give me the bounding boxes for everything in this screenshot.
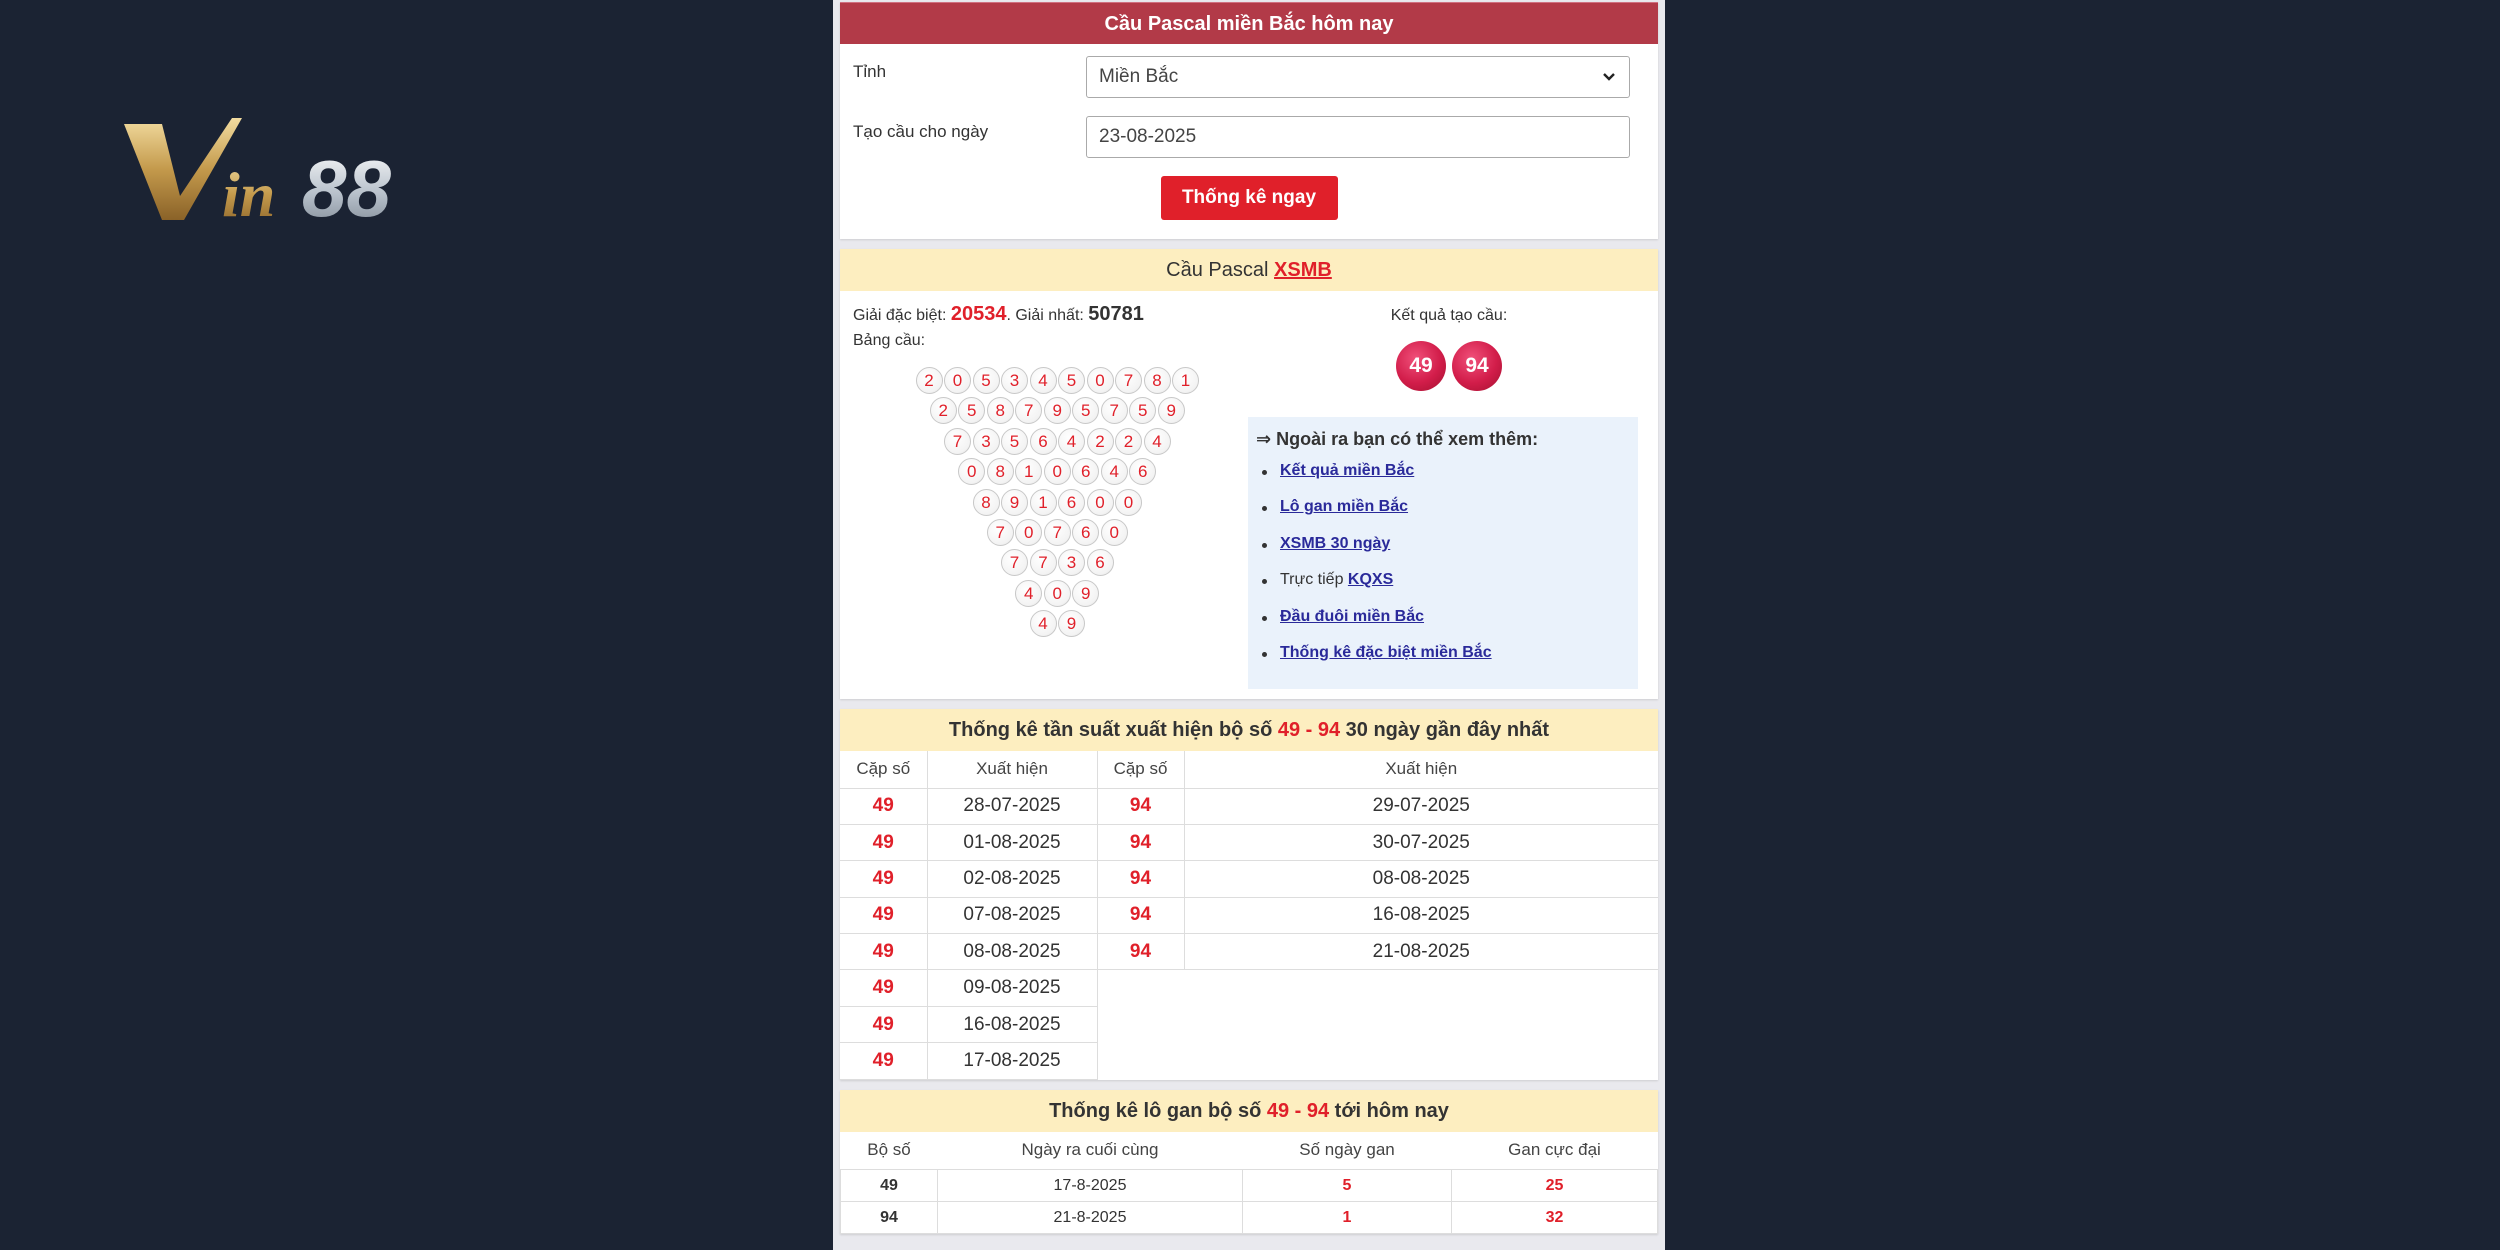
- col-header-appear: Xuất hiện: [1184, 751, 1658, 788]
- triangle-row: [930, 397, 1187, 425]
- table-row: [840, 824, 1658, 860]
- freq-pair-number: 49: [840, 934, 927, 970]
- triangle-row: [1030, 610, 1087, 638]
- triangle-digit: 0: [1087, 367, 1114, 394]
- triangle-digit: 0: [958, 458, 985, 485]
- date-input[interactable]: 23-08-2025: [1086, 116, 1630, 158]
- result-label: Kết quả tạo cầu:: [1390, 307, 1508, 324]
- freq-appear-date: 07-08-2025: [927, 897, 1097, 933]
- triangle-digit: 6: [1072, 458, 1099, 485]
- triangle-digit: 0: [944, 367, 971, 394]
- freq-pair-number: 94: [1097, 897, 1184, 933]
- triangle-digit: 9: [1072, 580, 1099, 607]
- triangle-digit: 5: [958, 397, 985, 424]
- triangle-digit: 8: [973, 489, 1000, 516]
- gan-max: 25: [1452, 1170, 1658, 1202]
- triangle-digit: 4: [1030, 610, 1057, 637]
- triangle-digit: 7: [1101, 397, 1128, 424]
- frequency-table: [840, 751, 1658, 1080]
- triangle-digit: 4: [1058, 428, 1085, 455]
- table-row: [840, 970, 1658, 1006]
- special-prize-value: 20534: [950, 303, 1007, 325]
- result-balls: [1253, 341, 1645, 391]
- freq-appear-date: 17-08-2025: [927, 1043, 1097, 1079]
- freq-appear-date: 29-07-2025: [1184, 788, 1658, 824]
- freq-appear-date: 16-08-2025: [1184, 897, 1658, 933]
- triangle-digit: 3: [1001, 367, 1028, 394]
- table-row: [840, 897, 1658, 933]
- triangle-digit: 8: [1144, 367, 1171, 394]
- link-dau-duoi-mien-bac[interactable]: Đầu đuôi miền Bắc: [1280, 607, 1425, 625]
- triangle-digit: 4: [1015, 580, 1042, 607]
- svg-text:in: in: [222, 159, 276, 230]
- table-row: [841, 1202, 1658, 1234]
- triangle-digit: 7: [987, 519, 1014, 546]
- triangle-digit: 9: [1158, 397, 1185, 424]
- triangle-row: [944, 428, 1172, 456]
- see-more-list: [1256, 462, 1630, 680]
- empty-cell: [1097, 1043, 1184, 1079]
- triangle-digit: 2: [1087, 428, 1114, 455]
- gan-days: 1: [1243, 1202, 1452, 1234]
- col-header-number: Bộ số: [841, 1132, 938, 1170]
- date-label: Tạo cầu cho ngày: [853, 122, 989, 141]
- gan-table: [840, 1132, 1658, 1235]
- triangle-digit: 6: [1129, 458, 1156, 485]
- freq-pair-number: 94: [1097, 788, 1184, 824]
- triangle-digit: 7: [1015, 397, 1042, 424]
- link-ket-qua-mien-bac[interactable]: Kết quả miền Bắc: [1280, 462, 1415, 479]
- empty-cell: [1184, 970, 1658, 1006]
- triangle-digit: 4: [1030, 367, 1057, 394]
- triangle-digit: 6: [1030, 428, 1057, 455]
- list-item: [1256, 644, 1630, 680]
- triangle-digit: 0: [1101, 519, 1128, 546]
- col-header-appear: Xuất hiện: [927, 751, 1097, 788]
- list-item: [1256, 498, 1630, 534]
- triangle-row: [958, 458, 1158, 486]
- empty-cell: [1097, 1006, 1184, 1042]
- table-row: [840, 1043, 1658, 1079]
- list-item: [1256, 462, 1630, 498]
- list-item: [1256, 571, 1630, 607]
- triangle-digit: 4: [1144, 428, 1171, 455]
- freq-pair-number: 49: [840, 788, 927, 824]
- link-lo-gan-mien-bac[interactable]: Lô gan miền Bắc: [1280, 498, 1409, 516]
- table-row: [840, 934, 1658, 970]
- triangle-row: [1001, 549, 1115, 577]
- triangle-digit: 5: [973, 367, 1000, 394]
- gan-days: 5: [1243, 1170, 1452, 1202]
- triangle-digit: 9: [1058, 610, 1085, 637]
- vin88-logo[interactable]: [122, 112, 482, 232]
- link-xsmb-30-ngay[interactable]: XSMB 30 ngày: [1280, 534, 1391, 552]
- triangle-digit: 0: [1044, 580, 1071, 607]
- freq-appear-date: 16-08-2025: [927, 1006, 1097, 1042]
- triangle-digit: 9: [1001, 489, 1028, 516]
- triangle-digit: 2: [916, 367, 943, 394]
- triangle-digit: 6: [1058, 489, 1085, 516]
- triangle-digit: 2: [1115, 428, 1142, 455]
- freq-pair-number: 49: [840, 824, 927, 860]
- frequency-title-prefix: Thống kê tần suất xuất hiện bộ số: [948, 719, 1278, 741]
- freq-pair-number: 49: [840, 1043, 927, 1079]
- see-more-title: ⇒ Ngoài ra bạn có thể xem thêm:: [1256, 429, 1539, 449]
- triangle-digit: 5: [1129, 397, 1156, 424]
- pascal-title-text: Cầu Pascal: [1166, 259, 1275, 281]
- gan-max: 32: [1452, 1202, 1658, 1234]
- triangle-digit: 7: [1044, 519, 1071, 546]
- triangle-digit: 7: [1001, 549, 1028, 576]
- truc-tiep-label: Trực tiếp: [1280, 571, 1348, 589]
- see-more-box: [1248, 417, 1638, 689]
- freq-pair-number: 94: [1097, 861, 1184, 897]
- triangle-digit: 5: [1058, 367, 1085, 394]
- first-prize-value: 50781: [1088, 303, 1144, 325]
- gan-card: [840, 1090, 1658, 1235]
- list-item: [1256, 535, 1630, 571]
- list-item: [1256, 608, 1630, 644]
- pascal-table-label: Bảng cầu:: [853, 332, 926, 349]
- frequency-card: [840, 709, 1658, 1080]
- triangle-digit: 0: [1087, 489, 1114, 516]
- svg-text:88: 88: [302, 144, 391, 232]
- freq-appear-date: 02-08-2025: [927, 861, 1097, 897]
- triangle-digit: 0: [1115, 489, 1142, 516]
- province-selected-value: Miền Bắc: [1099, 66, 1179, 87]
- result-ball: 49: [1396, 341, 1446, 391]
- gan-title-suffix: tới hôm nay: [1329, 1099, 1449, 1122]
- triangle-row: [987, 519, 1130, 547]
- link-thong-ke-dac-biet[interactable]: Thống kê đặc biệt miền Bắc: [1280, 643, 1492, 661]
- triangle-digit: 0: [1044, 458, 1071, 485]
- freq-pair-number: 94: [1097, 934, 1184, 970]
- freq-appear-date: 28-07-2025: [927, 788, 1097, 824]
- table-row: [840, 1006, 1658, 1042]
- triangle-digit: 1: [1030, 489, 1057, 516]
- main-column: [833, 0, 1665, 1250]
- col-header-gan-days: Số ngày gan: [1243, 1132, 1452, 1170]
- xsmb-link[interactable]: XSMB: [1274, 259, 1332, 281]
- frequency-title-suffix: 30 ngày gần đây nhất: [1340, 719, 1550, 741]
- triangle-digit: 4: [1101, 458, 1128, 485]
- triangle-digit: 0: [1015, 519, 1042, 546]
- freq-pair-number: 49: [840, 861, 927, 897]
- triangle-digit: 3: [1058, 549, 1085, 576]
- triangle-digit: 9: [1044, 397, 1071, 424]
- triangle-digit: 7: [1115, 367, 1142, 394]
- vin88-logo-image: [122, 112, 482, 232]
- col-header-pair: Cặp số: [840, 751, 927, 788]
- col-header-max-gan: Gan cực đại: [1452, 1132, 1658, 1170]
- triangle-digit: 5: [1001, 428, 1028, 455]
- submit-button[interactable]: Thống kê ngay: [1161, 176, 1338, 220]
- prize-line: [853, 303, 1253, 326]
- table-row: [841, 1170, 1658, 1202]
- triangle-digit: 6: [1072, 519, 1099, 546]
- freq-appear-date: 21-08-2025: [1184, 934, 1658, 970]
- freq-appear-date: 09-08-2025: [927, 970, 1097, 1006]
- col-header-last-date: Ngày ra cuối cùng: [938, 1132, 1243, 1170]
- freq-pair-number: 49: [840, 897, 927, 933]
- freq-appear-date: 08-08-2025: [927, 934, 1097, 970]
- chevron-down-icon: [1599, 67, 1619, 87]
- table-row: [840, 788, 1658, 824]
- province-select[interactable]: [1086, 56, 1630, 98]
- triangle-digit: 7: [944, 428, 971, 455]
- triangle-digit: 3: [973, 428, 1000, 455]
- pascal-triangle: [853, 367, 1253, 647]
- gan-number: 49: [841, 1170, 938, 1202]
- result-ball: 94: [1452, 341, 1502, 391]
- special-prize-label: Giải đặc biệt:: [853, 307, 951, 324]
- triangle-row: [1015, 580, 1101, 608]
- triangle-digit: 1: [1172, 367, 1199, 394]
- freq-appear-date: 08-08-2025: [1184, 861, 1658, 897]
- link-kqxs[interactable]: KQXS: [1347, 571, 1394, 589]
- triangle-digit: 1: [1015, 458, 1042, 485]
- pascal-section-title: [840, 249, 1658, 291]
- empty-cell: [1184, 1006, 1658, 1042]
- triangle-digit: 5: [1072, 397, 1099, 424]
- gan-last-date: 21-8-2025: [938, 1202, 1243, 1234]
- freq-pair-number: 49: [840, 970, 927, 1006]
- first-prize-label: . Giải nhất:: [1006, 307, 1089, 324]
- freq-pair-number: 49: [840, 1006, 927, 1042]
- frequency-title: [840, 709, 1658, 751]
- triangle-digit: 8: [987, 397, 1014, 424]
- gan-last-date: 17-8-2025: [938, 1170, 1243, 1202]
- triangle-digit: 6: [1087, 549, 1114, 576]
- frequency-title-pair: 49 - 94: [1277, 719, 1341, 741]
- triangle-row: [916, 367, 1201, 395]
- province-label: Tỉnh: [853, 62, 887, 81]
- col-header-pair: Cặp số: [1097, 751, 1184, 788]
- triangle-row: [973, 489, 1144, 517]
- pascal-form-card: [840, 2, 1658, 239]
- form-title: Cầu Pascal miền Bắc hôm nay: [840, 2, 1658, 44]
- freq-appear-date: 30-07-2025: [1184, 824, 1658, 860]
- gan-title: [840, 1090, 1658, 1132]
- gan-number: 94: [841, 1202, 938, 1234]
- gan-title-prefix: Thống kê lô gan bộ số: [1049, 1099, 1267, 1122]
- triangle-digit: 2: [930, 397, 957, 424]
- freq-pair-number: 94: [1097, 824, 1184, 860]
- triangle-digit: 8: [987, 458, 1014, 485]
- freq-appear-date: 01-08-2025: [927, 824, 1097, 860]
- pascal-result-card: [840, 249, 1658, 699]
- triangle-digit: 7: [1030, 549, 1057, 576]
- empty-cell: [1184, 1043, 1658, 1079]
- table-row: [840, 861, 1658, 897]
- empty-cell: [1097, 970, 1184, 1006]
- gan-title-pair: 49 - 94: [1266, 1099, 1330, 1122]
